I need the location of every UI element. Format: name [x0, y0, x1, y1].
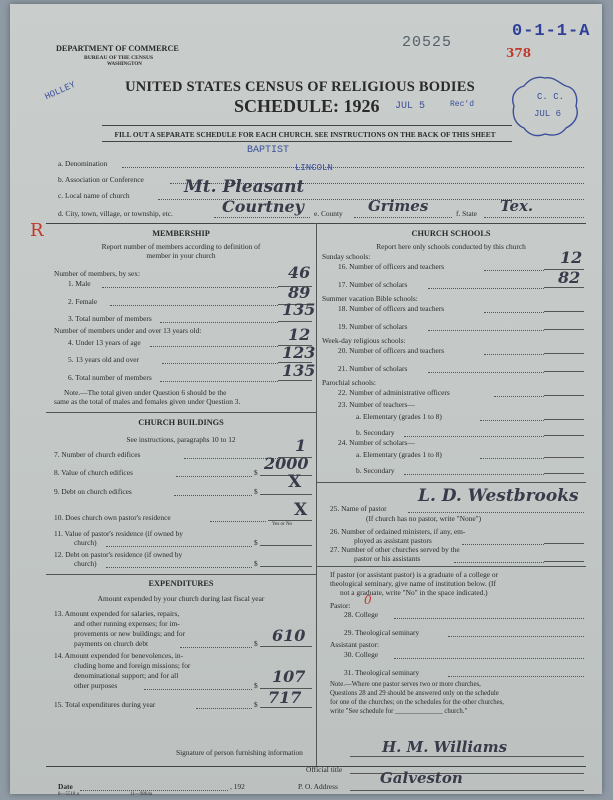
weekday-heading: Week-day religious schools: [322, 336, 406, 345]
q10-label: 10. Does church own pastor's residence [54, 513, 171, 522]
buildings-title: CHURCH BUILDINGS [138, 418, 224, 427]
q17-value: 82 [558, 268, 581, 287]
q14-label-3: denominational support; and for all [74, 671, 179, 680]
q20-label: 20. Number of officers and teachers [338, 346, 445, 355]
q23a-line [480, 420, 544, 421]
official-title-label: Official title [306, 765, 343, 774]
q12-dollar: $ [254, 559, 258, 568]
q3-value: 135 [282, 300, 316, 319]
instruction-top-rule [102, 125, 512, 126]
red-number: 378 [506, 46, 532, 60]
q5-label: 5. 13 years old and over [68, 355, 140, 364]
membership-intro-1: Report number of members according to definition of [101, 242, 261, 251]
q24b-label: b. Secondary [356, 466, 395, 475]
address-value: Galveston [380, 769, 463, 787]
q1-value: 46 [288, 263, 311, 282]
q5-line [162, 363, 278, 364]
form-code: 8—5518 a [58, 792, 79, 797]
expenditures-title: EXPENDITURES [148, 579, 214, 588]
q22-answer-line [544, 395, 584, 396]
county-label: e. County [314, 209, 343, 218]
q23a-answer-line [544, 419, 584, 420]
q7-value: 1 [295, 436, 307, 455]
local-name-label: c. Local name of church [58, 191, 130, 200]
q27-label-2: pastor or his assistants [354, 554, 421, 563]
q8-dollar: $ [254, 468, 258, 477]
q27-line [454, 562, 544, 563]
q30-label: 30. College [344, 650, 379, 659]
print-code: 11—9864a [130, 792, 153, 797]
q13-label-3: provements or new buildings; and for [74, 629, 186, 638]
membership-title: MEMBERSHIP [152, 229, 210, 238]
denomination-value: BAPTIST [247, 145, 290, 156]
q12-label-1: 12. Debt on pastor's residence (if owned by [54, 550, 183, 559]
q13-label-2: and other running expenses; for im- [74, 619, 180, 628]
q7-label: 7. Number of church edifices [54, 450, 141, 459]
received-date: JUL 5 [395, 101, 426, 112]
graduate-note-2: theological seminary, give name of institution below. (If [330, 579, 496, 588]
pastor-subheading: Pastor: [330, 601, 351, 610]
q26-answer-line [544, 543, 584, 544]
city-line [214, 217, 310, 218]
q2-label: 2. Female [68, 297, 98, 306]
q21-line [428, 372, 544, 373]
q23-label: 23. Number of teachers— [338, 400, 415, 409]
q11-dollar: $ [254, 538, 258, 547]
q19-line [428, 330, 544, 331]
q30-line [394, 658, 584, 659]
county-line [354, 217, 452, 218]
state-line [484, 217, 584, 218]
q21-answer-line [544, 371, 584, 372]
q4-value: 12 [288, 325, 311, 344]
q26-label-2: ployed as assistant pastors [354, 536, 432, 545]
q13-label-4: payments on church debt [74, 639, 149, 648]
q10-answer-line [268, 520, 312, 521]
city-value: Courtney [222, 197, 304, 216]
q24-label: 24. Number of scholars— [338, 438, 415, 447]
q1-label: 1. Male [68, 279, 91, 288]
q16-line [484, 270, 544, 271]
q6-answer-line [278, 380, 312, 381]
graduate-note-1: If pastor (or assistant pastor) is a graduate of a college or [330, 570, 499, 579]
membership-note-1: Note.—The total given under Question 6 should be the [64, 388, 227, 397]
local-name-value: Mt. Pleasant [184, 177, 305, 197]
grid-center-rule [316, 223, 317, 766]
q24a-answer-line [544, 457, 584, 458]
summer-heading: Summer vacation Bible schools: [322, 294, 418, 303]
q15-line [196, 708, 252, 709]
q19-label: 19. Number of scholars [338, 322, 408, 331]
q4-line [150, 346, 278, 347]
q10-value: X [294, 500, 308, 520]
q23b-label: b. Secondary [356, 428, 395, 437]
q11-label-2: church) [74, 538, 97, 547]
q14-label-4: other purposes [74, 681, 118, 690]
q18-line [484, 312, 544, 313]
q24b-answer-line [544, 473, 584, 474]
q28-line [394, 618, 584, 619]
q9-answer-line [260, 494, 312, 495]
q26-line [462, 544, 544, 545]
pastor-note-3: for one of the churches; on the schedules for the other churches, [330, 699, 505, 706]
q3-answer-line [278, 321, 312, 322]
q21-label: 21. Number of scholars [338, 364, 408, 373]
q14-label-2: cluding home and foreign missions; for [74, 661, 191, 670]
expenditures-top-rule [46, 574, 316, 575]
sunday-heading: Sunday schools: [322, 252, 371, 261]
q9-label: 9. Debt on church edifices [54, 487, 132, 496]
q27-label-1: 27. Number of other churches served by the [330, 545, 460, 554]
q26-label-1: 26. Number of ordained ministers, if any, em- [330, 527, 466, 536]
q12-line [106, 567, 252, 568]
expenditures-intro: Amount expended by your church during last fiscal year [97, 594, 265, 603]
received-label: Rec'd [450, 100, 475, 109]
form-title: UNITED STATES CENSUS OF RELIGIOUS BODIES [125, 79, 475, 95]
age-heading: Number of members under and over 13 years old: [54, 326, 202, 335]
q3-label: 3. Total number of members [68, 314, 152, 323]
q6-value: 135 [282, 361, 316, 380]
q17-line [428, 288, 544, 289]
signature-value: H. M. Williams [382, 738, 508, 756]
association-label: b. Association or Conference [58, 175, 144, 184]
q15-answer-line [260, 707, 312, 708]
q20-answer-line [544, 353, 584, 354]
q23a-label: a. Elementary (grades 1 to 8) [356, 412, 442, 421]
q5-value: 123 [282, 343, 316, 362]
signature-line [350, 756, 584, 757]
q23b-line [404, 436, 544, 437]
q31-line [448, 676, 584, 677]
assistant-subheading: Assistant pastor: [330, 640, 380, 649]
q2-line [110, 305, 278, 306]
buildings-intro: See instructions, paragraphs 10 to 12 [126, 435, 236, 444]
q19-answer-line [544, 329, 584, 330]
q6-line [160, 381, 278, 382]
fill-instruction: FILL OUT A SEPARATE SCHEDULE FOR EACH CHURCH. SEE INSTRUCTIONS ON THE BACK OF THIS SHEET [114, 130, 496, 139]
q13-label-1: 13. Amount expended for salaries, repairs, [54, 609, 180, 618]
q22-line [494, 396, 544, 397]
q28-label: 28. College [344, 610, 379, 619]
schedule-year: SCHEDULE: 1926 [234, 96, 380, 116]
association-value: LINCOLN [295, 163, 333, 173]
q13-answer-line [260, 646, 312, 647]
q9-dollar: $ [254, 487, 258, 496]
q25-label: 25. Name of pastor [330, 504, 387, 513]
pastor-top-rule [316, 482, 586, 483]
denomination-line [122, 167, 584, 168]
pastor-mark: 0 [364, 593, 372, 607]
q11-label-1: 11. Value of pastor's residence (if owned by [54, 529, 183, 538]
serial-number: 20525 [402, 34, 453, 51]
instruction-bottom-rule [102, 141, 512, 142]
membership-intro-2: member in your church [146, 251, 216, 260]
bureau-name: BUREAU OF THE CENSUS [84, 55, 154, 61]
parochial-heading: Parochial schools: [322, 378, 376, 387]
seal-line-1: C. C. [537, 92, 565, 102]
corner-code: 0-1-1-A [512, 22, 591, 41]
q13-dollar: $ [254, 639, 258, 648]
q15-dollar: $ [254, 700, 258, 709]
q8-label: 8. Value of church edifices [54, 468, 133, 477]
date-label: Date [58, 782, 73, 791]
bureau-city: WASHINGTON [107, 62, 142, 67]
q3-line [160, 322, 278, 323]
q24b-line [404, 474, 544, 475]
q31-label: 31. Theological seminary [344, 668, 420, 677]
q29-label: 29. Theological seminary [344, 628, 420, 637]
q25-value: L. D. Westbrooks [418, 486, 579, 506]
address-label: P. O. Address [298, 782, 338, 791]
buildings-top-rule [46, 412, 316, 413]
q17-answer-line [544, 287, 584, 288]
q16-label: 16. Number of officers and teachers [338, 262, 445, 271]
q24a-line [480, 458, 544, 459]
q18-answer-line [544, 311, 584, 312]
q10-yes-no: Yes or No [272, 522, 293, 527]
q25-note: (If church has no pastor, write "None") [366, 514, 482, 523]
q20-line [484, 354, 544, 355]
q4-label: 4. Under 13 years of age [68, 338, 141, 347]
pastor-note-2: Questions 28 and 29 should be answered only on the schedule [330, 690, 499, 697]
seal-line-2: JUL 6 [534, 109, 562, 119]
department-name: DEPARTMENT OF COMMERCE [56, 44, 179, 53]
q15-value: 717 [268, 688, 302, 707]
q11-line [106, 546, 252, 547]
q12-answer-line [260, 566, 312, 567]
q9-value: X [288, 472, 302, 492]
membership-note-2: same as the total of males and females given under Question 3. [54, 397, 241, 406]
q16-value: 12 [560, 248, 583, 267]
q14-line [144, 689, 252, 690]
q11-answer-line [260, 545, 312, 546]
q13-line [180, 647, 252, 648]
signature-label: Signature of person furnishing information [176, 748, 303, 757]
q14-value: 107 [272, 667, 306, 686]
by-sex-heading: Number of members, by sex: [54, 269, 140, 278]
q8-line [176, 476, 252, 477]
q14-label-1: 14. Amount expended for benevolences, in- [54, 651, 184, 660]
q8-answer-line [260, 475, 312, 476]
county-value: Grimes [368, 197, 429, 215]
city-label: d. City, town, village, or township, etc. [58, 209, 173, 218]
schools-intro: Report here only schools conducted by this church [376, 242, 526, 251]
q1-line [102, 287, 278, 288]
q23b-answer-line [544, 435, 584, 436]
date-line [80, 790, 228, 791]
q9-line [174, 495, 252, 496]
holley-stamp: HOLLEY [43, 79, 78, 103]
pastor-note-1: Note.—Where one pastor serves two or more churches, [330, 681, 481, 688]
q10-line [210, 521, 266, 522]
date-year: , 192 [230, 782, 245, 791]
q15-label: 15. Total expenditures during year [54, 700, 156, 709]
q6-label: 6. Total number of members [68, 373, 152, 382]
q12-label-2: church) [74, 559, 97, 568]
pastor-note-4: write "See schedule for ______________ church." [330, 708, 468, 715]
q22-label: 22. Number of administrative officers [338, 388, 450, 397]
q8-value: 2000 [264, 454, 309, 473]
q14-dollar: $ [254, 681, 258, 690]
q24a-label: a. Elementary (grades 1 to 8) [356, 450, 442, 459]
schools-title: CHURCH SCHOOLS [411, 229, 491, 238]
q25-line [408, 512, 584, 513]
red-r-mark: R [30, 220, 44, 241]
q17-label: 17. Number of scholars [338, 280, 408, 289]
graduate-note-3: not a graduate, write "No" in the space indicated.) [340, 588, 488, 597]
state-value: Tex. [500, 197, 534, 215]
q18-label: 18. Number of officers and teachers [338, 304, 445, 313]
census-schedule-sheet [10, 4, 602, 797]
q13-value: 610 [272, 626, 306, 645]
graduate-top-rule [316, 566, 586, 567]
q27-answer-line [544, 561, 584, 562]
q2-value: 89 [288, 283, 311, 302]
state-label: f. State [456, 209, 477, 218]
q29-line [448, 636, 584, 637]
denomination-label: a. Denomination [58, 159, 108, 168]
address-line [350, 790, 584, 791]
